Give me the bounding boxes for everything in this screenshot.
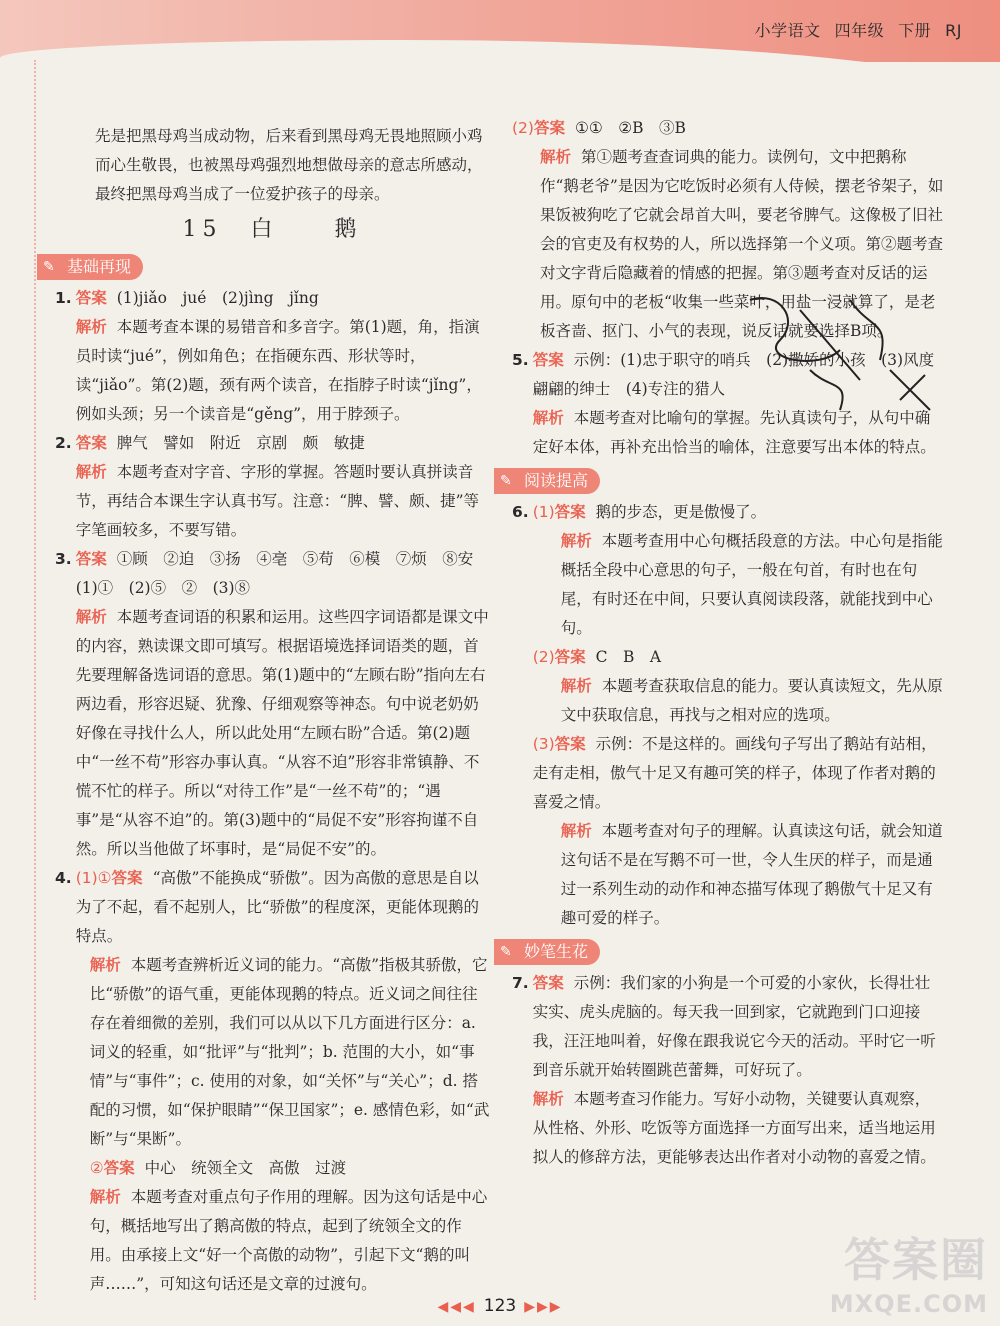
q6-part3-analysis: 本题考查对句子的理解。认真读这句话，就会知道这句话不是在写鹅不可一世，令人生厌的样子，而是通过一系列生动的动作和神态描写体现了鹅傲气十足又有趣可爱的样子。 <box>560 822 943 927</box>
answer-label: 答案 <box>75 289 107 307</box>
analysis-label: 解析 <box>89 1188 121 1206</box>
q2-analysis: 本题考查对字音、字形的掌握。答题时要认真拼读音节，再结合本课生字认真书写。注意：“脾、譬、颇、捷”等字笔画较多，不要写错。 <box>75 463 480 539</box>
analysis-label: 解析 <box>560 677 592 695</box>
analysis-label: 解析 <box>75 318 107 336</box>
watermark <box>830 1224 988 1318</box>
question-1: 1. 答案 (1)jiǎo jué (2)jìng jǐng 解析 本题考查本课的易错音和多音字。第(1)题，角，指演员时读“jué”，例如角色；在指硬东西、形状等时，读“jiǎo”。第(2)题，颈有两个读音，在指脖子时读“jǐng”，例如头颈；另一个读音是“gěng”，用于脖颈子。 <box>55 289 482 423</box>
answer-label: 答案 <box>554 735 586 753</box>
q7-analysis: 本题考查习作能力。写好小动物，关键要认真观察，从性格、外形、吃饭等方面选择一方面写出来，适当地运用拟人的修辞方法，更能够表达出作者对小动物的喜爱之情。 <box>532 1090 936 1166</box>
section-badge-writing: ✎ 妙笔生花 <box>494 939 600 965</box>
analysis-label: 解析 <box>540 148 572 166</box>
margin-line <box>34 60 36 1300</box>
analysis-label: 解析 <box>532 1090 564 1108</box>
q6-part2-prefix: (2) <box>532 648 555 666</box>
q7-answer: 示例：我们家的小狗是一个可爱的小家伙，长得壮壮实实、虎头虎脑的。每天我一回到家，它就跑到门口迎接我，汪汪地叫着，好像在跟我说它今天的活动。平时它一听到音乐就开始转圈跳芭蕾舞，可好玩了。 <box>532 974 936 1079</box>
watermark-url: MXQE.COM <box>829 1290 988 1318</box>
q4-part1-answer: “高傲”不能换成“骄傲”。因为高傲的意思是自以为了不起，看不起别人，比“骄傲”的程度深，更能体现鹅的特点。 <box>75 869 480 945</box>
edition: RJ <box>945 21 962 40</box>
answer-label: 答案 <box>75 550 107 568</box>
answer-label: 答案 <box>554 648 586 666</box>
analysis-label: 解析 <box>75 463 107 481</box>
q4b-prefix: (2) <box>512 119 534 137</box>
watermark-title: 答案圈 <box>844 1233 988 1287</box>
q4-part2-prefix: ② <box>89 1159 104 1177</box>
q4b-answer: ①① ②B ③B <box>574 119 686 137</box>
question-7: 7. 答案 示例：我们家的小狗是一个可爱的小家伙，长得壮壮实实、虎头虎脑的。每天我一回到家，它就跑到门口迎接我，汪汪地叫着，好像在跟我说它今天的活动。平时它一听到音乐就开始转圈跳芭蕾舞，可好玩了。 解析 本题考查习作能力。写好小动物，关键要认真观察，从性格、外形、吃饭等方面选择一方面写出来，适当地运用拟人的修辞方法，更能够表达出作者对小动物的喜爱之情。 <box>512 974 936 1166</box>
answer-label: 答案 <box>103 1159 135 1177</box>
q6-part2-answer: C B A <box>595 648 662 666</box>
lesson-title: 15 白 鹅 <box>182 217 363 242</box>
q4-part2-answer: 中心 统领全文 高傲 过渡 <box>144 1159 347 1177</box>
q5-answer: 示例：(1)忠于职守的哨兵 (2)撒娇的小孩 (3)风度翩翩的绅士 (4)专注的猎人 <box>532 351 935 398</box>
analysis-label: 解析 <box>89 956 121 974</box>
section-badge-basics: ✎ 基础再现 <box>37 254 143 280</box>
analysis-label: 解析 <box>560 822 592 840</box>
q1-answer: (1)jiǎo jué (2)jìng jǐng <box>116 289 319 307</box>
intro-text: 先是把黑母鸡当成动物，后来看到黑母鸡无畏地照顾小鸡而心生敬畏，也被黑母鸡强烈地想做母亲的意志所感动，最终把黑母鸡当成了一位爱护孩子的母亲。 <box>95 127 483 203</box>
question-6: 6. (1)答案 鹅的步态，更是傲慢了。 解析 本题考查用中心句概括段意的方法。中心句是指能概括全段中心意思的句子，一般在句首，有时也在句尾，有时还在中间，只要认真阅读段落，就能找到中心句。 (2)答案 C B A 解析 本题考查获取信息的能力。要认真读短文，先从原文中获取信息，再找与之相对应的选项。 (3)答案 示例：不是这样的。画线句子写出了鹅站有站相，走有走相，傲气十足又有趣可笑的样子，体现了作者对鹅的喜爱之情。 解析 本题考查对句子的理解。认真读这句话，就会知道这句话不是在写鹅不可一世，令人生厌的样子，而是通过一系列生动的动作和神态描写体现了鹅傲气十足又有趣可爱的样子。 <box>512 503 943 927</box>
q4-part2-analysis: 本题考查对重点句子作用的理解。因为这句话是中心句，概括地写出了鹅高傲的特点，起到了统领全文的作用。由承接上文“好一个高傲的动物”，引起下文“鹅的叫声……”，可知这句话还是文章的过渡句。 <box>89 1188 488 1293</box>
hand-pencil-icon: ✎ <box>500 473 512 489</box>
q6-part3-answer: 示例：不是这样的。画线句子写出了鹅站有站相，走有走相，傲气十足又有趣可笑的样子，体现了作者对鹅的喜爱之情。 <box>532 735 937 811</box>
question-5: 5. 答案 示例：(1)忠于职守的哨兵 (2)撒娇的小孩 (3)风度翩翩的绅士 (4)专注的猎人 解析 本题考查对比喻句的掌握。先认真读句子，从句中确定好本体，再补充出恰当的喻体，注意要写出本体的特点。 <box>512 351 936 456</box>
q6-part1-analysis: 本题考查用中心句概括段意的方法。中心句是指能概括全段中心意思的句子，一般在句首，有时也在句尾，有时还在中间，只要认真阅读段落，就能找到中心句。 <box>560 532 943 637</box>
q4-part1-prefix: (1)① <box>75 869 112 887</box>
subject: 小学语文 <box>754 21 821 40</box>
q6-part3-prefix: (3) <box>532 735 555 753</box>
page-number: 123 <box>483 1296 517 1316</box>
q3-answer: ①顾 ②迫 ③扬 ④亳 ⑤苟 ⑥模 ⑦烦 ⑧安 (1)① (2)⑤ ② (3)⑧ <box>75 550 489 597</box>
answer-label: 答案 <box>111 869 143 887</box>
q6-part1-answer: 鹅的步态，更是傲慢了。 <box>595 503 767 521</box>
hand-pencil-icon: ✎ <box>43 259 55 275</box>
analysis-label: 解析 <box>532 409 564 427</box>
grade: 四年级 <box>834 21 885 40</box>
q4b-analysis: 第①题考查查词典的能力。读例句，文中把鹅称作“鹅老爷”是因为它吃饭时必须有人侍候，摆老爷架子，如果饭被狗吃了它就会昂首大叫，要老爷脾气。这像极了旧社会的官吏及有权势的人，所以选择第一个义项。第②题考查对文字背后隐藏着的情感的把握。第③题考查对反话的运用。原句中的老板“收集一些菜叶，用盐一浸就算了，是老板吝啬、抠门、小气的表现，说反话就要选择B项。 <box>540 148 944 340</box>
answer-label: 答案 <box>533 119 565 137</box>
q3-analysis: 本题考查词语的积累和运用。这些四字词语都是课文中的内容，熟读课文即可填写。根据语境选择词语类的题，首先要理解备选词语的意思。第(1)题中的“左顾右盼”指向左右两边看，形容迟疑、犹豫、仔细观察等神态。句中说老奶奶好像在寻找什么人，所以此处用“左顾右盼”合适。第(2)题中“一丝不苟”形容办事认真。“从容不迫”形容非常镇静、不慌不忙的样子。所以“对待工作”是“一丝不苟”的；“遇事”是“从容不迫”的。第(3)题中的“局促不安”形容拘谨不自然。所以当他做了坏事时，是“局促不安”的。 <box>75 608 489 858</box>
question-3: 3. 答案 ①顾 ②迫 ③扬 ④亳 ⑤苟 ⑥模 ⑦烦 ⑧安 (1)① (2)⑤ ② (3)⑧ 解析 本题考查词语的积累和运用。这些四字词语都是课文中的内容，熟读课文即可填写。根据语境选择词语类的题，首先要理解备选词语的意思。第(1)题中的“左顾右盼”指向左右两边看，形容迟疑、犹豫、仔细观察等神态。句中说老奶奶好像在寻找什么人，所以此处用“左顾右盼”合适。第(2)题中“一丝不苟”形容办事认真。“从容不迫”形容非常镇静、不慌不忙的样子。所以“对待工作”是“一丝不苟”的；“遇事”是“从容不迫”的。第(3)题中的“局促不安”形容拘谨不自然。所以当他做了坏事时，是“局促不安”的。 <box>55 550 489 858</box>
prev-arrows: ◀◀◀ <box>437 1299 476 1315</box>
question-2: 2. 答案 脾气 譬如 附近 京剧 颇 敏捷 解析 本题考查对字音、字形的掌握。答题时要认真拼读音节，再结合本课生字认真书写。注意：“脾、譬、颇、捷”等字笔画较多，不要写错。 <box>55 434 480 539</box>
hand-pencil-icon: ✎ <box>500 944 512 960</box>
q6-part1-prefix: (1) <box>532 503 555 521</box>
answer-label: 答案 <box>532 351 564 369</box>
answer-label: 答案 <box>532 974 564 992</box>
answer-label: 答案 <box>554 503 586 521</box>
volume: 下册 <box>898 21 932 40</box>
section-badge-reading: ✎ 阅读提高 <box>494 468 600 494</box>
q6-part2-analysis: 本题考查获取信息的能力。要认真读短文，先从原文中获取信息，再找与之相对应的选项。 <box>560 677 943 724</box>
next-arrows: ▶▶▶ <box>524 1299 563 1315</box>
answer-label: 答案 <box>75 434 107 452</box>
q4-part1-analysis: 本题考查辨析近义词的能力。“高傲”指极其骄傲，它比“骄傲”的语气重，更能体现鹅的特点。近义词之间往往存在着细微的差别，我们可以从以下几方面进行区分：a. 词义的轻重，如“批评”与“批判”；b. 范围的大小，如“事情”与“事件”；c. 使用的对象，如“关怀”与“关心”；d. 搭配的习惯，如“保护眼睛”“保卫国家”；e. 感情色彩，如“武断”与“果断”。 <box>89 956 490 1148</box>
analysis-label: 解析 <box>75 608 107 626</box>
q1-analysis: 本题考查本课的易错音和多音字。第(1)题，角，指演员时读“jué”，例如角色；在指硬东西、形状等时，读“jiǎo”。第(2)题，颈有两个读音，在指脖子时读“jǐng”，例如头颈；另一个读音是“gěng”，用于脖颈子。 <box>75 318 482 423</box>
question-4: 4. (1)①答案 “高傲”不能换成“骄傲”。因为高傲的意思是自以为了不起，看不起别人，比“骄傲”的程度深，更能体现鹅的特点。 解析 本题考查辨析近义词的能力。“高傲”指极其骄傲，它比“骄傲”的语气重，更能体现鹅的特点。近义词之间往往存在着细微的差别，我们可以从以下几方面进行区分：a. 词义的轻重，如“批评”与“批判”；b. 范围的大小，如“事情”与“事件”；c. 使用的对象，如“关怀”与“关心”；d. 搭配的习惯，如“保护眼睛”“保卫国家”；e. 感情色彩，如“武断”与“果断”。 ②答案 中心 统领全文 高傲 过渡 解析 本题考查对重点句子作用的理解。因为这句话是中心句，概括地写出了鹅高傲的特点，起到了统领全文的作用。由承接上文“好一个高傲的动物”，引起下文“鹅的叫声……”，可知这句话还是文章的过渡句。 <box>55 869 490 1293</box>
analysis-label: 解析 <box>560 532 592 550</box>
q2-answer: 脾气 譬如 附近 京剧 颇 敏捷 <box>116 434 365 452</box>
handwriting-scribble <box>740 280 940 440</box>
q5-analysis: 本题考查对比喻句的掌握。先认真读句子，从句中确定好本体，再补充出恰当的喻体，注意要写出本体的特点。 <box>532 409 936 456</box>
left-column <box>43 122 490 1299</box>
book-info <box>741 18 962 41</box>
